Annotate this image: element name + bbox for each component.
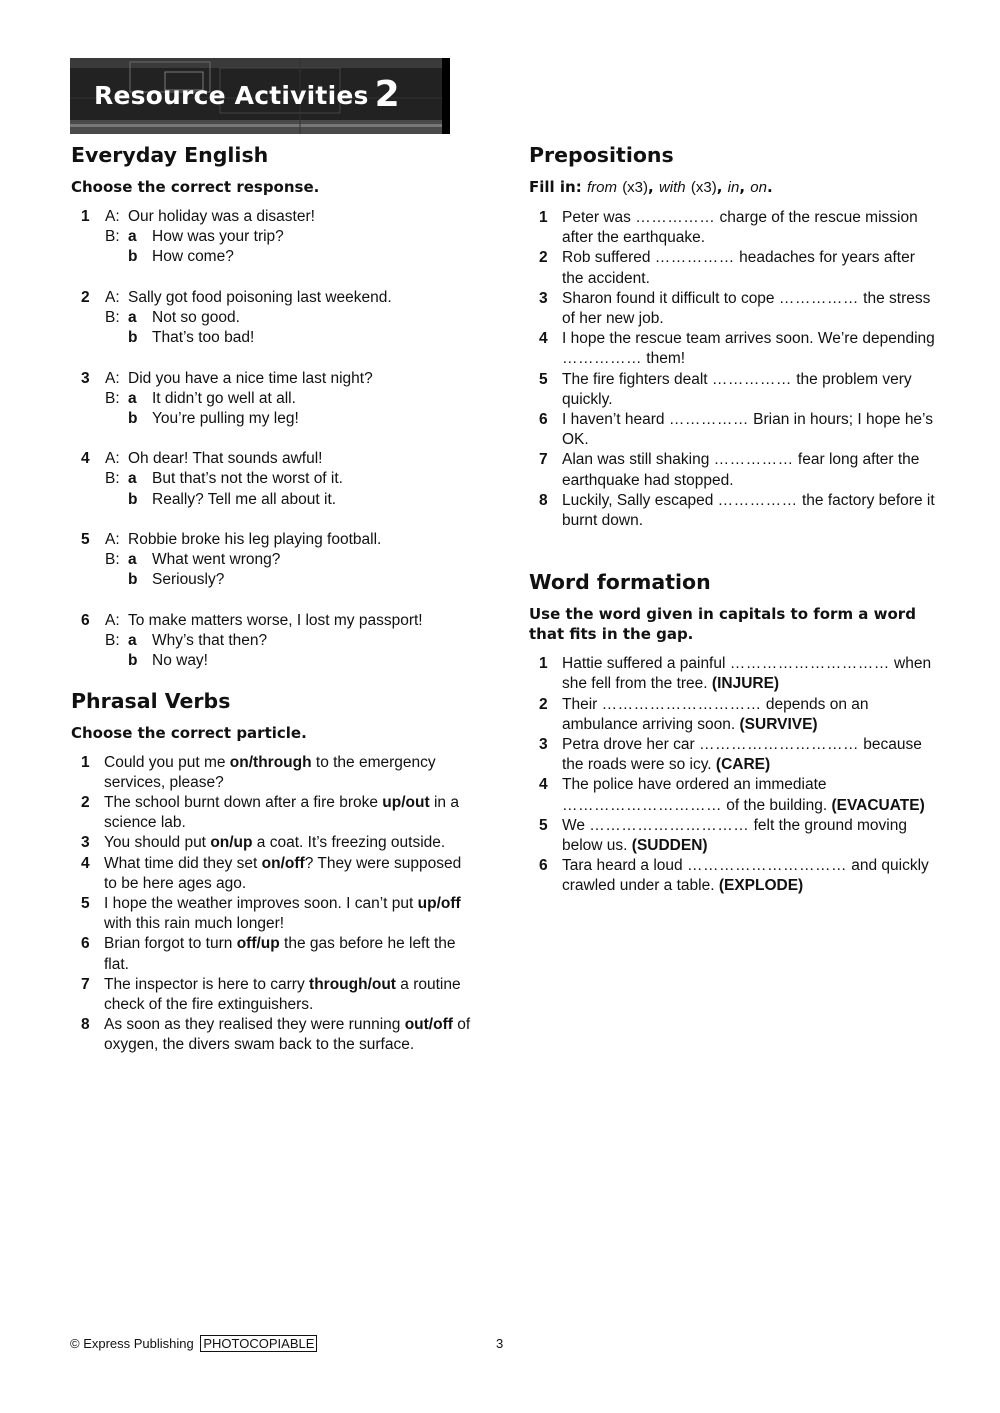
sentence-start: You should put xyxy=(104,834,211,852)
blank-gap: …………… xyxy=(717,491,798,509)
prepositions-instruction: Fill in: from (x3), with (x3), in, on. xyxy=(529,178,773,196)
item-number: 4 xyxy=(539,330,548,348)
item-number: 5 xyxy=(81,894,90,912)
option-b-text: That’s too bad! xyxy=(152,329,255,347)
page-number: 3 xyxy=(496,1336,504,1351)
word-in: in xyxy=(727,179,740,196)
banner-edge xyxy=(442,58,450,134)
blank-gap: …………… xyxy=(654,249,735,267)
sentence-end: felt the ground moving below us. xyxy=(562,816,907,855)
particle-choice: through/out xyxy=(309,975,396,993)
speaker-a: A: xyxy=(105,450,120,468)
blank-gap: ………………………… xyxy=(729,655,890,673)
sentence-end: charge of the rescue mission after the earthquake. xyxy=(562,209,918,247)
list-item xyxy=(529,735,939,775)
option-b-line xyxy=(71,409,471,429)
option-a-line xyxy=(71,469,471,489)
dialogue-item xyxy=(71,207,471,268)
banner-number: 2 xyxy=(374,74,400,115)
speaker-b: B: xyxy=(105,551,120,569)
left-column xyxy=(71,140,471,1056)
word-formation-heading: Word formation xyxy=(529,570,711,595)
sentence-start: The inspector is here to carry xyxy=(104,975,310,993)
section-banner xyxy=(70,58,450,134)
sentence-start: What time did they set xyxy=(104,854,262,872)
word-on: on xyxy=(750,179,767,196)
blank-gap: ………………………… xyxy=(589,816,750,834)
option-b-line xyxy=(71,570,471,590)
dialogue-line-a xyxy=(71,288,471,308)
list-item xyxy=(529,450,939,490)
option-a-line xyxy=(71,550,471,570)
sentence-start: As soon as they realised they were running xyxy=(104,1016,405,1034)
option-b-letter: b xyxy=(128,329,138,347)
option-a-text: It didn’t go well at all. xyxy=(152,389,296,407)
particle-choice: on/off xyxy=(261,854,305,872)
option-a-letter: a xyxy=(128,631,137,649)
sentence-end: because the roads were so icy. xyxy=(562,736,922,774)
item-number: 8 xyxy=(539,491,548,509)
sentence-start: Could you put me xyxy=(104,753,230,771)
list-item xyxy=(71,894,471,934)
list-item xyxy=(529,289,939,329)
list-item xyxy=(71,833,471,853)
option-a-line xyxy=(71,227,471,247)
item-number: 3 xyxy=(81,369,90,387)
item-number: 5 xyxy=(539,816,548,834)
sentence-start: Brian forgot to turn xyxy=(104,935,237,953)
word-from: from xyxy=(586,179,617,196)
list-item xyxy=(71,1015,471,1055)
blank-gap: …………… xyxy=(562,350,642,368)
particle-choice: off/up xyxy=(236,935,280,953)
list-item xyxy=(529,654,939,694)
capital-word: (INJURE) xyxy=(711,675,780,693)
option-b-text: No way! xyxy=(152,652,208,670)
list-item xyxy=(529,775,939,815)
option-a-text: What went wrong? xyxy=(152,551,281,569)
speaker-a: A: xyxy=(105,208,120,225)
list-item xyxy=(529,208,939,248)
sentence-start: Hattie suffered a painful xyxy=(562,655,730,673)
item-number: 5 xyxy=(539,370,548,388)
dialogue-item xyxy=(71,288,471,349)
item-number: 6 xyxy=(539,857,548,875)
capital-word: (EXPLODE) xyxy=(718,877,804,895)
line-a-text: To make matters worse, I lost my passport! xyxy=(128,611,423,629)
item-number: 2 xyxy=(81,288,90,306)
blank-gap: …………… xyxy=(635,209,716,226)
item-number: 6 xyxy=(81,935,90,953)
item-number: 7 xyxy=(81,975,90,993)
list-item xyxy=(71,854,471,894)
capital-word: (EVACUATE) xyxy=(831,796,925,814)
option-b-line xyxy=(71,490,471,510)
sentence-end: of oxygen, the divers swam back to the surface. xyxy=(104,1016,471,1054)
count-from: (x3) xyxy=(622,179,649,196)
item-number: 1 xyxy=(539,209,548,226)
sentence-end: the stress of her new job. xyxy=(562,289,931,328)
speaker-b: B: xyxy=(105,308,120,326)
option-b-line xyxy=(71,328,471,348)
sentence-end: when she fell from the tree. xyxy=(562,655,932,693)
item-number: 3 xyxy=(539,289,548,307)
speaker-b: B: xyxy=(105,470,120,488)
option-b-letter: b xyxy=(128,248,138,266)
item-number: 1 xyxy=(81,208,90,225)
list-item xyxy=(529,491,939,531)
sentence-start: Alan was still shaking xyxy=(562,451,714,469)
word-formation-instruction: Use the word given in capitals to form a word that fits in the gap. xyxy=(529,605,916,644)
phrasal-verbs-instruction: Choose the correct particle. xyxy=(71,723,307,742)
word-formation-list xyxy=(529,654,939,896)
line-a-text: Did you have a nice time last night? xyxy=(128,369,373,387)
item-number: 1 xyxy=(539,655,548,673)
blank-gap: ………………………… xyxy=(601,695,762,713)
option-a-letter: a xyxy=(128,228,137,246)
copyright: © Express Publishing xyxy=(70,1336,194,1351)
sentence-start: The school burnt down after a fire broke xyxy=(104,793,383,811)
option-a-letter: a xyxy=(128,308,137,326)
sentence-end: the problem very quickly. xyxy=(562,370,912,408)
blank-gap: ………………………… xyxy=(698,736,859,754)
dialogue-line-a xyxy=(71,530,471,550)
dialogue-line-a xyxy=(71,611,471,631)
sentence-end: fear long after the earthquake had stopped. xyxy=(562,451,920,489)
line-a-text: Our holiday was a disaster! xyxy=(128,208,315,225)
option-b-letter: b xyxy=(128,652,138,670)
sentence-start: I hope the rescue team arrives soon. We’re depending xyxy=(562,330,935,348)
option-b-line xyxy=(71,651,471,671)
prepositions-list xyxy=(529,208,939,531)
item-number: 2 xyxy=(539,695,548,713)
item-number: 6 xyxy=(81,611,90,629)
sentence-start: Petra drove her car xyxy=(562,736,699,754)
prepositions-instr-label: Fill in: xyxy=(529,178,582,196)
list-item xyxy=(529,695,939,735)
sentence-end: of the building. xyxy=(722,796,832,814)
sentence-start: I haven’t heard xyxy=(562,411,669,429)
option-a-text: Not so good. xyxy=(152,308,240,326)
dialogue-item xyxy=(71,611,471,672)
speaker-a: A: xyxy=(105,369,120,387)
dialogue-line-a xyxy=(71,449,471,469)
sentence-end: ? They were supposed to be here ages ago. xyxy=(104,854,462,892)
sentence-start: I hope the weather improves soon. I can’t put xyxy=(104,894,418,912)
everyday-english-list xyxy=(71,207,471,671)
blank-gap: …………… xyxy=(668,411,749,429)
sentence-start: Peter was xyxy=(562,209,636,226)
sentence-end: and quickly crawled under a table. xyxy=(562,857,929,895)
speaker-a: A: xyxy=(105,288,120,306)
particle-choice: on/through xyxy=(229,753,312,771)
speaker-a: A: xyxy=(105,611,120,629)
word-with: with xyxy=(658,179,686,196)
option-a-line xyxy=(71,308,471,328)
sentence-end: headaches for years after the accident. xyxy=(562,249,915,287)
speaker-b: B: xyxy=(105,228,120,246)
option-b-letter: b xyxy=(128,409,138,427)
phrasal-verbs-heading: Phrasal Verbs xyxy=(71,688,231,713)
list-item xyxy=(71,753,471,793)
prepositions-heading: Prepositions xyxy=(529,143,674,167)
everyday-english-heading: Everyday English xyxy=(71,143,269,167)
item-number: 6 xyxy=(539,411,548,429)
dialogue-item xyxy=(71,449,471,510)
dialogue-line-a xyxy=(71,369,471,389)
option-a-letter: a xyxy=(128,470,137,488)
everyday-english-instruction: Choose the correct response. xyxy=(71,178,320,196)
option-a-text: Why’s that then? xyxy=(152,631,268,649)
count-with: (x3) xyxy=(690,179,717,196)
dialogue-line-a xyxy=(71,207,471,227)
option-b-line xyxy=(71,247,471,267)
item-number: 4 xyxy=(81,450,90,468)
blank-gap: …………… xyxy=(778,289,859,307)
photocopiable-badge: PHOTOCOPIABLE xyxy=(200,1335,317,1352)
particle-choice: up/out xyxy=(382,793,430,811)
sentence-end: depends on an ambulance arriving soon. xyxy=(562,695,869,733)
dialogue-item xyxy=(71,530,471,591)
particle-choice: on/up xyxy=(210,834,253,852)
option-b-letter: b xyxy=(128,571,138,589)
blank-gap: …………… xyxy=(713,451,794,469)
sentence-start: The police have ordered an immediate xyxy=(562,776,827,794)
item-number: 3 xyxy=(539,736,548,754)
right-column xyxy=(529,140,939,897)
sentence-end: with this rain much longer! xyxy=(104,915,285,933)
item-number: 4 xyxy=(539,776,548,794)
item-number: 5 xyxy=(81,531,90,548)
particle-choice: up/off xyxy=(417,894,461,912)
item-number: 1 xyxy=(81,753,90,771)
sentence-end: the gas before he left the flat. xyxy=(104,935,456,973)
sentence-start: The fire fighters dealt xyxy=(562,370,712,388)
banner-title xyxy=(94,72,400,113)
option-b-text: Really? Tell me all about it. xyxy=(152,490,337,508)
list-item xyxy=(529,248,939,288)
sentence-start: Luckily, Sally escaped xyxy=(562,491,718,509)
speaker-a: A: xyxy=(105,531,120,548)
sentence-end: Brian in hours; I hope he’s OK. xyxy=(562,411,933,449)
option-a-letter: a xyxy=(128,389,137,407)
speaker-b: B: xyxy=(105,631,120,649)
option-b-letter: b xyxy=(128,490,138,508)
particle-choice: out/off xyxy=(404,1016,453,1034)
sentence-end: them! xyxy=(642,350,686,368)
option-b-text: How come? xyxy=(152,248,234,266)
list-item xyxy=(71,793,471,833)
sentence-start: Rob suffered xyxy=(562,249,655,267)
list-item xyxy=(529,370,939,410)
sentence-end: the factory before it burnt down. xyxy=(562,491,935,530)
blank-gap: ………………………… xyxy=(686,857,847,875)
list-item xyxy=(71,975,471,1015)
footer xyxy=(70,1336,317,1351)
phrasal-verbs-list xyxy=(71,753,471,1056)
list-item xyxy=(529,329,939,369)
blank-gap: …………… xyxy=(711,370,792,388)
sentence-start: We xyxy=(562,816,590,834)
sentence-end: a routine check of the fire extinguishers. xyxy=(104,975,461,1013)
item-number: 7 xyxy=(539,451,548,469)
line-a-text: Robbie broke his leg playing football. xyxy=(128,531,382,548)
list-item xyxy=(529,856,939,896)
item-number: 2 xyxy=(539,249,548,267)
option-a-text: But that’s not the worst of it. xyxy=(152,470,343,488)
dialogue-item xyxy=(71,369,471,430)
option-a-letter: a xyxy=(128,551,137,569)
option-a-text: How was your trip? xyxy=(152,228,284,246)
option-b-text: Seriously? xyxy=(152,571,225,589)
sentence-end: in a science lab. xyxy=(104,793,459,832)
item-number: 4 xyxy=(81,854,90,872)
sentence-start: Their xyxy=(562,695,602,713)
blank-gap: ………………………… xyxy=(562,796,722,814)
capital-word: (CARE) xyxy=(715,756,771,774)
line-a-text: Oh dear! That sounds awful! xyxy=(128,450,323,468)
banner-title-text: Resource Activities xyxy=(94,81,369,110)
line-a-text: Sally got food poisoning last weekend. xyxy=(128,288,392,306)
capital-word: (SUDDEN) xyxy=(631,837,708,855)
option-b-text: You’re pulling my leg! xyxy=(152,409,299,427)
list-item xyxy=(529,816,939,856)
capital-word: (SURVIVE) xyxy=(739,715,818,733)
sentence-start: Tara heard a loud xyxy=(562,857,687,875)
sentence-end: a coat. It’s freezing outside. xyxy=(252,834,446,852)
item-number: 8 xyxy=(81,1016,90,1034)
list-item xyxy=(71,934,471,974)
item-number: 3 xyxy=(81,834,90,852)
list-item xyxy=(529,410,939,450)
sentence-end: to the emergency services, please? xyxy=(104,753,436,791)
option-a-line xyxy=(71,389,471,409)
sentence-start: Sharon found it difficult to cope xyxy=(562,289,779,307)
speaker-b: B: xyxy=(105,389,120,407)
option-a-line xyxy=(71,631,471,651)
item-number: 2 xyxy=(81,793,90,811)
